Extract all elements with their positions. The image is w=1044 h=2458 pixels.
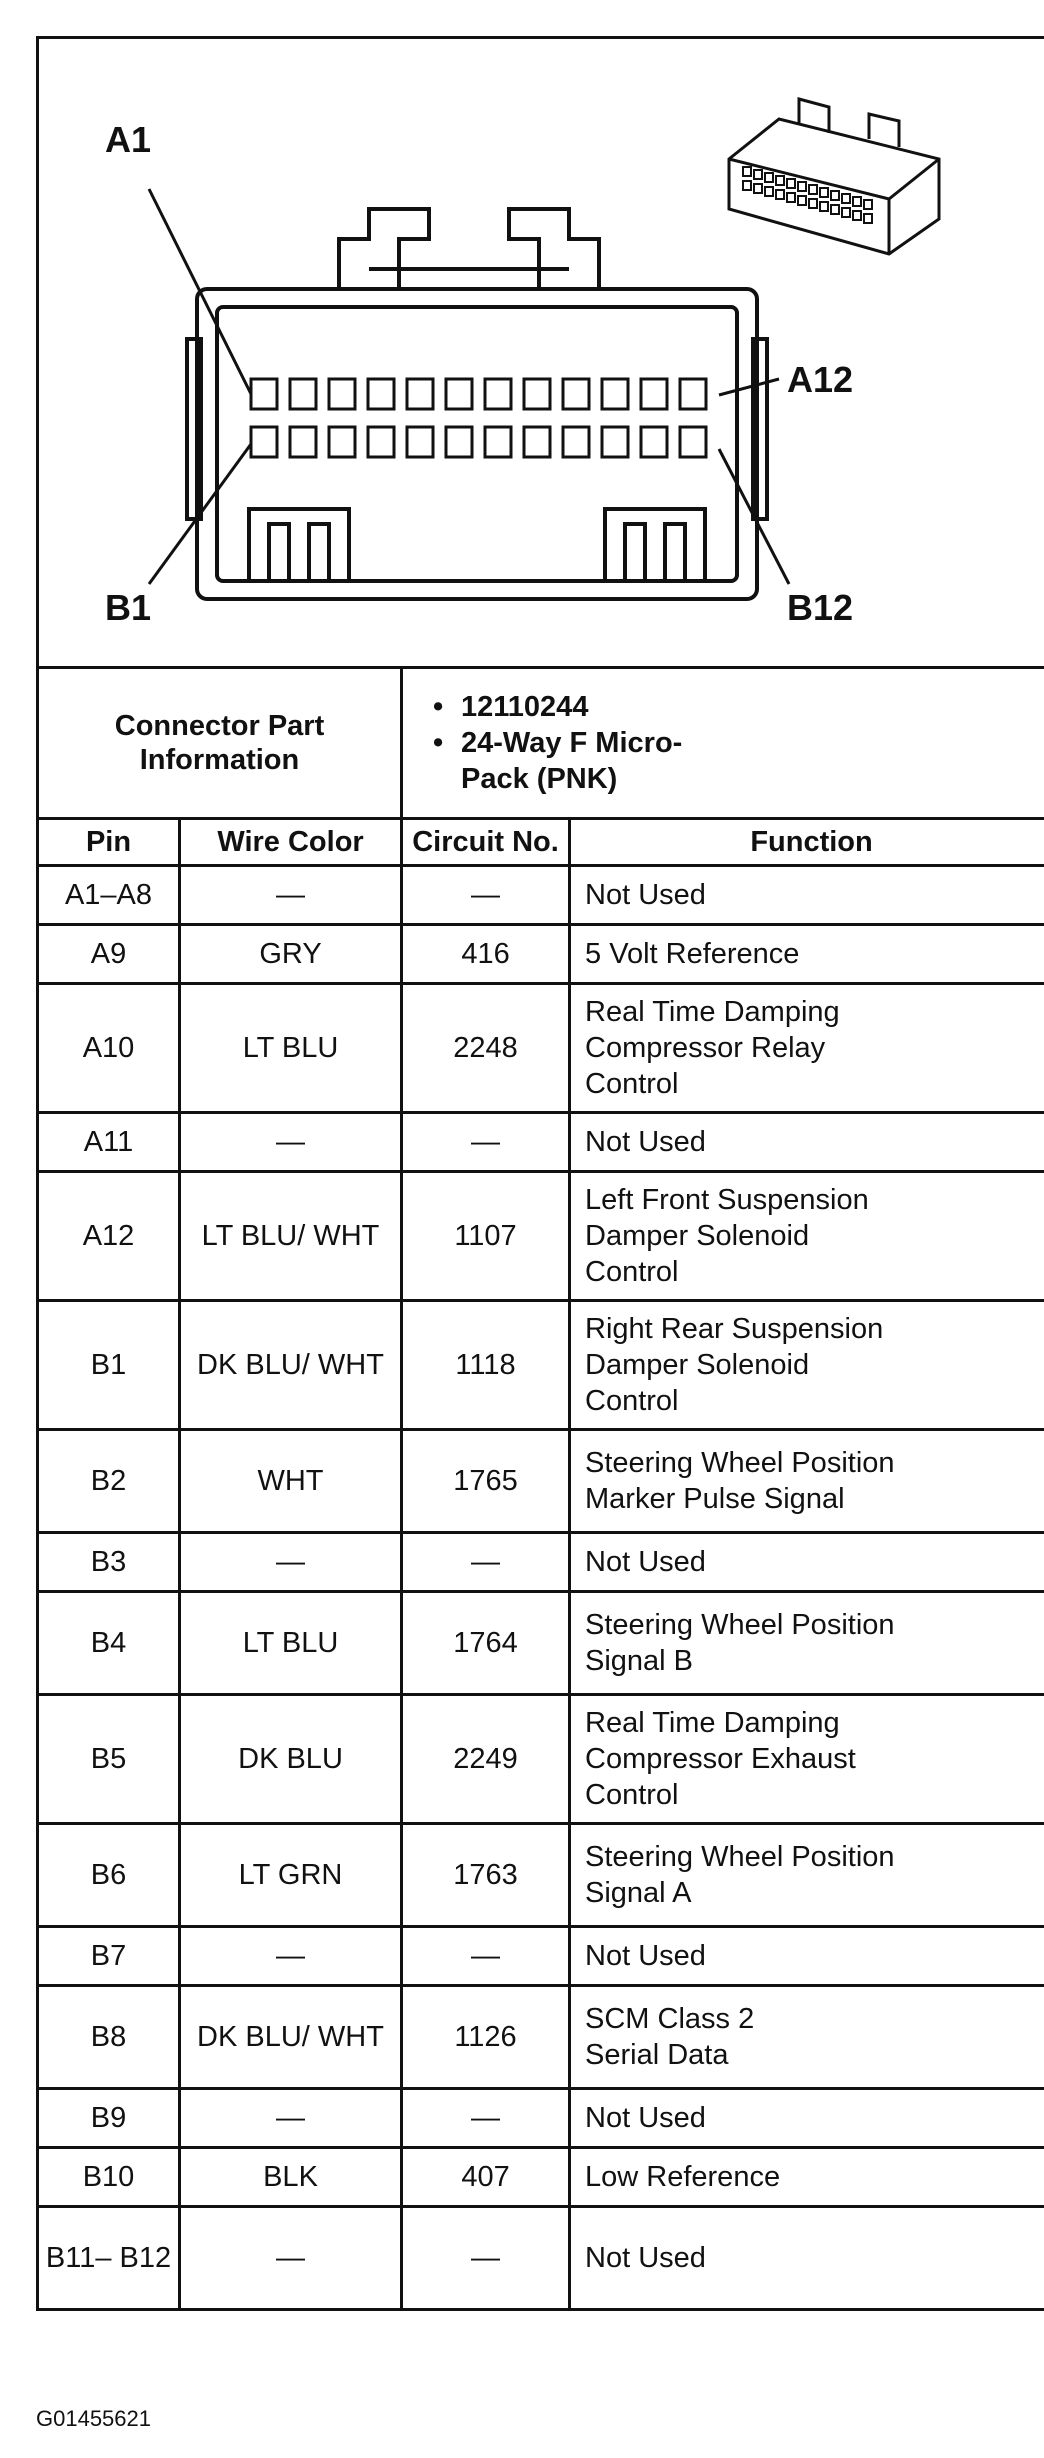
- pin-cavity: [290, 427, 316, 457]
- pin-cavity: [524, 427, 550, 457]
- wire-color-cell: —: [180, 1113, 402, 1172]
- pin-cell: B1: [38, 1301, 180, 1430]
- pin-cavity: [290, 379, 316, 409]
- pin-cavity: [602, 427, 628, 457]
- function-line: Left Front Suspension: [585, 1184, 869, 1216]
- function-line: Steering Wheel Position: [585, 1447, 895, 1479]
- function-line: Steering Wheel Position: [585, 1609, 895, 1641]
- iso-cavity: [809, 185, 817, 194]
- function-cell: [570, 925, 1044, 984]
- latch-right: [509, 209, 599, 289]
- iso-cavity: [842, 208, 850, 217]
- wire-color-cell: LT BLU/ WHT: [180, 1172, 402, 1301]
- function-cell: [570, 1301, 1044, 1430]
- pin-cavity: [641, 379, 667, 409]
- iso-cavity: [820, 202, 828, 211]
- iso-cavity: [853, 211, 861, 220]
- table-row: [38, 866, 1044, 925]
- iso-cavity: [776, 190, 784, 199]
- circuit-cell: 2249: [402, 1695, 570, 1824]
- function-cell: [570, 1986, 1044, 2089]
- circuit-cell: 407: [402, 2148, 570, 2207]
- iso-cavity: [798, 196, 806, 205]
- iso-cavity: [743, 167, 751, 176]
- circuit-cell: —: [402, 2089, 570, 2148]
- header-function: Function: [570, 819, 1044, 866]
- pin-cavity: [485, 379, 511, 409]
- iso-cavity: [864, 214, 872, 223]
- connector-info-values: [402, 668, 1044, 819]
- connector-info-row: [38, 668, 1044, 819]
- function-cell: [570, 1533, 1044, 1592]
- pin-cell: A10: [38, 984, 180, 1113]
- function-line: Control: [585, 1068, 679, 1100]
- table-row: [38, 1824, 1044, 1927]
- circuit-cell: —: [402, 1927, 570, 1986]
- function-line: 5 Volt Reference: [585, 938, 800, 970]
- header-pin: Pin: [38, 819, 180, 866]
- pin-cell: B7: [38, 1927, 180, 1986]
- wire-color-cell: —: [180, 2089, 402, 2148]
- iso-cavity: [754, 184, 762, 193]
- table-row: [38, 1172, 1044, 1301]
- iso-cavity: [831, 205, 839, 214]
- circuit-cell: 1765: [402, 1430, 570, 1533]
- circuit-cell: 1126: [402, 1986, 570, 2089]
- pin-cell: B3: [38, 1533, 180, 1592]
- table-row: [38, 1986, 1044, 2089]
- pin-cell: B4: [38, 1592, 180, 1695]
- pin-cell: B6: [38, 1824, 180, 1927]
- leader-a12: [719, 379, 779, 395]
- pin-cell: B2: [38, 1430, 180, 1533]
- iso-cavity: [776, 176, 784, 185]
- function-cell: [570, 1113, 1044, 1172]
- function-line: Not Used: [585, 1126, 706, 1158]
- function-line: Not Used: [585, 879, 706, 911]
- function-line: Not Used: [585, 2242, 706, 2274]
- function-line: SCM Class 2: [585, 2003, 755, 2035]
- pin-cavity: [485, 427, 511, 457]
- function-cell: [570, 1430, 1044, 1533]
- table-row: [38, 1695, 1044, 1824]
- function-line: Control: [585, 1385, 679, 1417]
- pin-cell: A1–A8: [38, 866, 180, 925]
- iso-cavity: [787, 179, 795, 188]
- label-b1: B1: [105, 587, 152, 628]
- iso-cavity: [787, 193, 795, 202]
- table-row: [38, 1592, 1044, 1695]
- function-cell: [570, 1592, 1044, 1695]
- function-line: Damper Solenoid: [585, 1349, 810, 1381]
- iso-cavity: [820, 188, 828, 197]
- pin-cell: A9: [38, 925, 180, 984]
- circuit-cell: 1118: [402, 1301, 570, 1430]
- pin-cell: B8: [38, 1986, 180, 2089]
- function-cell: [570, 1695, 1044, 1824]
- iso-cavity: [831, 191, 839, 200]
- function-line: Real Time Damping: [585, 996, 840, 1028]
- label-a12: A12: [787, 359, 854, 400]
- connector-body-outline: [197, 289, 757, 599]
- wire-color-cell: LT BLU: [180, 1592, 402, 1695]
- function-line: Not Used: [585, 1940, 706, 1972]
- wire-color-cell: WHT: [180, 1430, 402, 1533]
- table-row: [38, 2148, 1044, 2207]
- function-line: Control: [585, 1779, 679, 1811]
- wire-color-cell: DK BLU/ WHT: [180, 1301, 402, 1430]
- function-line: Signal A: [585, 1877, 692, 1909]
- pin-cavity: [524, 379, 550, 409]
- pin-cavity: [329, 379, 355, 409]
- iso-cavity: [842, 194, 850, 203]
- function-line: Serial Data: [585, 2039, 729, 2071]
- pin-cavity: [368, 427, 394, 457]
- wire-color-cell: DK BLU: [180, 1695, 402, 1824]
- pin-cavity: [251, 427, 277, 457]
- pin-cell: B5: [38, 1695, 180, 1824]
- function-cell: [570, 1824, 1044, 1927]
- iso-cavity: [853, 197, 861, 206]
- pin-cavity: [368, 379, 394, 409]
- function-line: Compressor Relay: [585, 1032, 826, 1064]
- connector-face-drawing: [39, 39, 1044, 669]
- table-row: [38, 2207, 1044, 2310]
- function-cell: [570, 1172, 1044, 1301]
- function-cell: [570, 2207, 1044, 2310]
- iso-cavity: [765, 173, 773, 182]
- table-row: [38, 2089, 1044, 2148]
- label-a1: A1: [105, 119, 152, 160]
- connector-diagram: [36, 36, 1044, 666]
- function-line: Damper Solenoid: [585, 1220, 810, 1252]
- wire-color-cell: GRY: [180, 925, 402, 984]
- table-row: [38, 1430, 1044, 1533]
- pin-cell: B10: [38, 2148, 180, 2207]
- circuit-cell: —: [402, 866, 570, 925]
- iso-cavity: [765, 187, 773, 196]
- function-cell: [570, 1927, 1044, 1986]
- function-cell: [570, 984, 1044, 1113]
- label-b12: B12: [787, 587, 854, 628]
- pinout-table: [36, 666, 1044, 2311]
- circuit-cell: —: [402, 1533, 570, 1592]
- circuit-cell: 416: [402, 925, 570, 984]
- pin-cell: A12: [38, 1172, 180, 1301]
- table-row: [38, 1301, 1044, 1430]
- bottom-key-right: [605, 509, 705, 581]
- wire-color-cell: —: [180, 1533, 402, 1592]
- table-row: [38, 1113, 1044, 1172]
- circuit-cell: 1107: [402, 1172, 570, 1301]
- wire-color-cell: BLK: [180, 2148, 402, 2207]
- function-cell: [570, 866, 1044, 925]
- table-row: [38, 1533, 1044, 1592]
- iso-cavity: [798, 182, 806, 191]
- pin-cavity: [680, 379, 706, 409]
- function-cell: [570, 2089, 1044, 2148]
- wire-color-cell: LT BLU: [180, 984, 402, 1113]
- circuit-cell: —: [402, 1113, 570, 1172]
- pin-cavity: [641, 427, 667, 457]
- pin-cavity: [251, 379, 277, 409]
- function-line: Right Rear Suspension: [585, 1313, 884, 1345]
- iso-cavity: [864, 200, 872, 209]
- circuit-cell: 1763: [402, 1824, 570, 1927]
- part-number: • 12110244: [433, 689, 1044, 725]
- function-cell: [570, 2148, 1044, 2207]
- pin-cavity: [563, 379, 589, 409]
- table-row: [38, 1927, 1044, 1986]
- pin-cavity: [407, 379, 433, 409]
- latch-left: [339, 209, 429, 289]
- connector-info-label: Connector Part Information: [38, 668, 402, 819]
- pin-cavity: [446, 427, 472, 457]
- header-row: [38, 819, 1044, 866]
- pin-cavity: [680, 427, 706, 457]
- wire-color-cell: DK BLU/ WHT: [180, 1986, 402, 2089]
- header-circuit-no: Circuit No.: [402, 819, 570, 866]
- wire-color-cell: LT GRN: [180, 1824, 402, 1927]
- function-line: Compressor Exhaust: [585, 1743, 856, 1775]
- pin-cell: A11: [38, 1113, 180, 1172]
- wire-color-cell: —: [180, 866, 402, 925]
- function-line: Signal B: [585, 1645, 694, 1677]
- pin-cell: B9: [38, 2089, 180, 2148]
- circuit-cell: —: [402, 2207, 570, 2310]
- pin-cell: B11– B12: [38, 2207, 180, 2310]
- function-line: Control: [585, 1256, 679, 1288]
- function-line: Real Time Damping: [585, 1707, 840, 1739]
- bottom-key-left: [249, 509, 349, 581]
- pin-cavity: [446, 379, 472, 409]
- iso-cavity: [809, 199, 817, 208]
- function-line: Steering Wheel Position: [585, 1841, 895, 1873]
- wire-color-cell: —: [180, 2207, 402, 2310]
- pin-cavity: [407, 427, 433, 457]
- iso-cavity: [743, 181, 751, 190]
- iso-cavity: [754, 170, 762, 179]
- function-line: Low Reference: [585, 2161, 781, 2193]
- circuit-cell: 1764: [402, 1592, 570, 1695]
- connector-description: • 24-Way F Micro- Pack (PNK): [433, 725, 1044, 797]
- pin-cavity: [563, 427, 589, 457]
- table-row: [38, 925, 1044, 984]
- circuit-cell: 2248: [402, 984, 570, 1113]
- pin-cavity: [329, 427, 355, 457]
- wire-color-cell: —: [180, 1927, 402, 1986]
- pin-cavity: [602, 379, 628, 409]
- figure-id: G01455621: [36, 2406, 151, 2431]
- table-row: [38, 984, 1044, 1113]
- connector-iso-view: [729, 99, 939, 254]
- function-line: Marker Pulse Signal: [585, 1483, 845, 1515]
- function-line: Not Used: [585, 1546, 706, 1578]
- function-line: Not Used: [585, 2102, 706, 2134]
- header-wire-color: Wire Color: [180, 819, 402, 866]
